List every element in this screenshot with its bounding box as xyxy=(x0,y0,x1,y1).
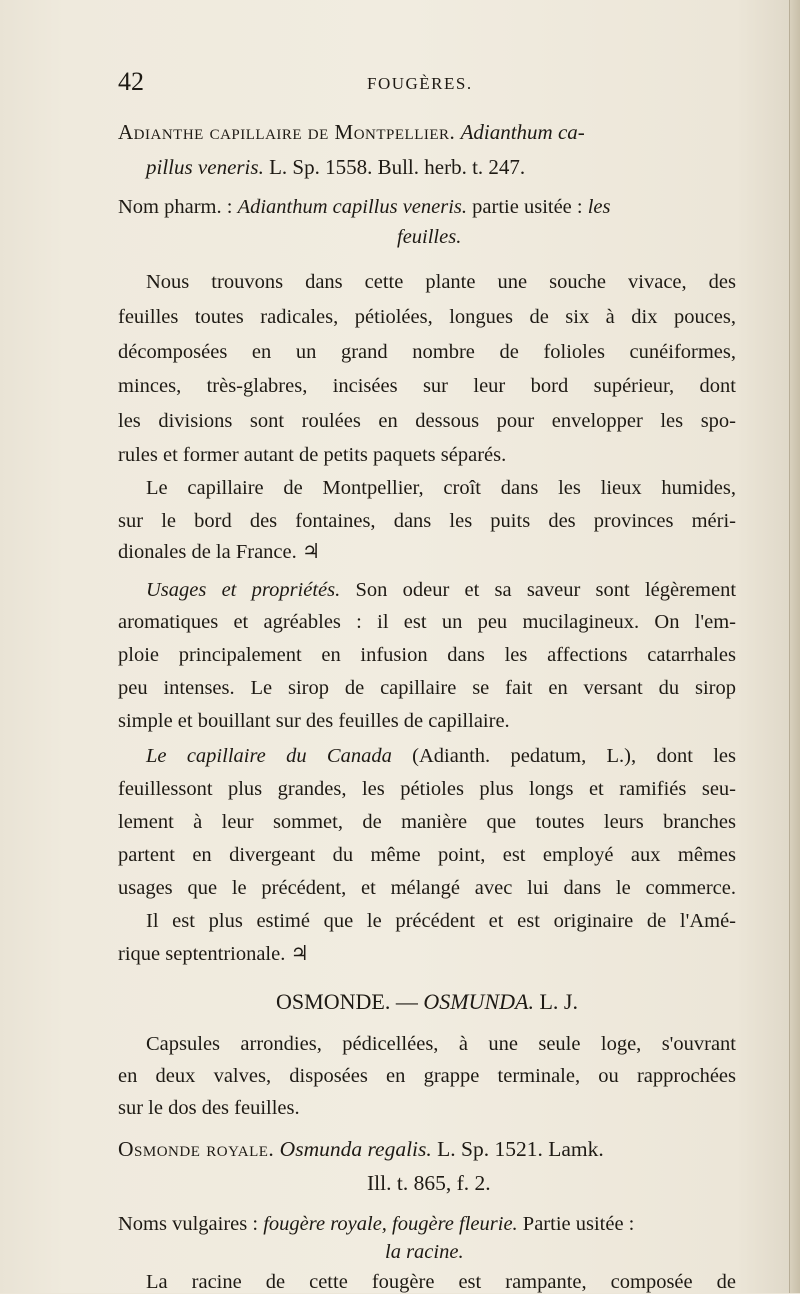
section-heading xyxy=(118,990,736,1014)
paragraph-line: en deux valves, disposées en grappe terminale, ou rapprochées xyxy=(118,1065,736,1087)
species-name: Adianthe capillaire de Montpellier. xyxy=(118,120,456,144)
latin-name-part-1: Adianthum ca- xyxy=(460,120,585,144)
paragraph-line: partent en divergeant du même point, est employé aux mêmes xyxy=(118,844,736,866)
paragraph-line: Capsules arrondies, pédicellées, à une seule loge, s'ouvrant xyxy=(146,1033,736,1055)
canada-heading: Le capillaire du Canada xyxy=(146,745,392,767)
canada-first-line xyxy=(146,744,736,768)
paragraph-line: rique septentrionale. ♃ xyxy=(118,943,309,965)
paragraph-line: simple et bouillant sur des feuilles de capillaire. xyxy=(118,710,510,732)
osmonde-royale-latin: Osmunda regalis. xyxy=(279,1137,432,1161)
running-title: FOUGÈRES. xyxy=(367,74,473,93)
page-edge xyxy=(789,0,800,1293)
pharm-label: Nom pharm. : xyxy=(118,196,233,218)
usages-heading: Usages et propriétés. xyxy=(146,579,341,601)
vulgar-names-label: Noms vulgaires : xyxy=(118,1213,259,1235)
vulgar-names: fougère royale, fougère fleurie. xyxy=(263,1213,518,1235)
page-number: 42 xyxy=(118,67,144,96)
species-title-line-1 xyxy=(118,120,585,144)
paragraph-line: ploie principalement en infusion dans les affections catarrhales xyxy=(118,644,736,666)
osmonde-royale-title xyxy=(118,1137,604,1161)
paragraph-line: La racine de cette fougère est rampante, composée de xyxy=(146,1271,736,1293)
paragraph-line: feuilles toutes radicales, pétiolées, longues de six à dix pouces, xyxy=(118,306,736,328)
usages-first-line xyxy=(146,578,736,602)
pharm-name: Adianthum capillus veneris. xyxy=(237,196,468,218)
paragraph-line: rules et former autant de petits paquets séparés. xyxy=(118,444,507,466)
paragraph-line: feuillessont plus grandes, les pétioles plus longs et ramifiés seu- xyxy=(118,778,736,800)
vulgar-part-text: Partie usitée : xyxy=(522,1213,635,1235)
pharm-part-text: partie usitée : xyxy=(472,196,583,218)
latin-name-part-2: pillus veneris. xyxy=(146,155,264,179)
paragraph-line: dionales de la France. ♃ xyxy=(118,541,321,563)
usages-first-line-text: Son odeur et sa saveur sont légèrement xyxy=(355,579,737,601)
paragraph-line: Le capillaire de Montpellier, croît dans les lieux humides, xyxy=(146,477,736,499)
species-title-line-2 xyxy=(146,155,525,179)
section-heading-roman: OSMONDE. — xyxy=(276,989,418,1014)
osmonde-royale-reference-2: Ill. t. 865, f. 2. xyxy=(367,1171,491,1195)
paragraph-line: aromatiques et agréables : il est un peu mucilagineux. On l'em- xyxy=(118,611,736,633)
pharm-name-line xyxy=(118,195,611,219)
paragraph-line: les divisions sont roulées en dessous pour envelopper les spo- xyxy=(118,410,736,432)
section-heading-suffix: L. J. xyxy=(539,989,578,1014)
paragraph-line: Il est plus estimé que le précédent et est originaire de l'Amé- xyxy=(146,910,736,932)
paragraph-line: décomposées en un grand nombre de folioles cunéiformes, xyxy=(118,341,736,363)
osmonde-royale-name: Osmonde royale. xyxy=(118,1137,275,1161)
paragraph-line: usages que le précédent, et mélangé avec lui dans le commerce. xyxy=(118,877,736,899)
paragraph-line: sur le dos des feuilles. xyxy=(118,1097,300,1119)
section-heading-italic: OSMUNDA. xyxy=(423,989,534,1014)
canada-first-line-text: (Adianth. pedatum, L.), dont les xyxy=(412,745,736,767)
vulgar-names-line xyxy=(118,1212,634,1236)
species-reference: L. Sp. 1558. Bull. herb. t. 247. xyxy=(269,155,526,179)
paragraph-line: lement à leur sommet, de manière que toutes leurs branches xyxy=(118,811,736,833)
pharm-part-value-2: feuilles. xyxy=(397,226,462,248)
paragraph-line: minces, très-glabres, incisées sur leur bord supérieur, dont xyxy=(118,375,736,397)
paragraph-line: sur le bord des fontaines, dans les puits des provinces méri- xyxy=(118,510,736,532)
paragraph-line: peu intenses. Le sirop de capillaire se fait en versant du sirop xyxy=(118,677,736,699)
vulgar-part-value: la racine. xyxy=(385,1241,464,1263)
pharm-part-value-1: les xyxy=(587,196,611,218)
paragraph-line: Nous trouvons dans cette plante une souche vivace, des xyxy=(146,271,736,293)
osmonde-royale-reference-1: L. Sp. 1521. Lamk. xyxy=(437,1137,604,1161)
